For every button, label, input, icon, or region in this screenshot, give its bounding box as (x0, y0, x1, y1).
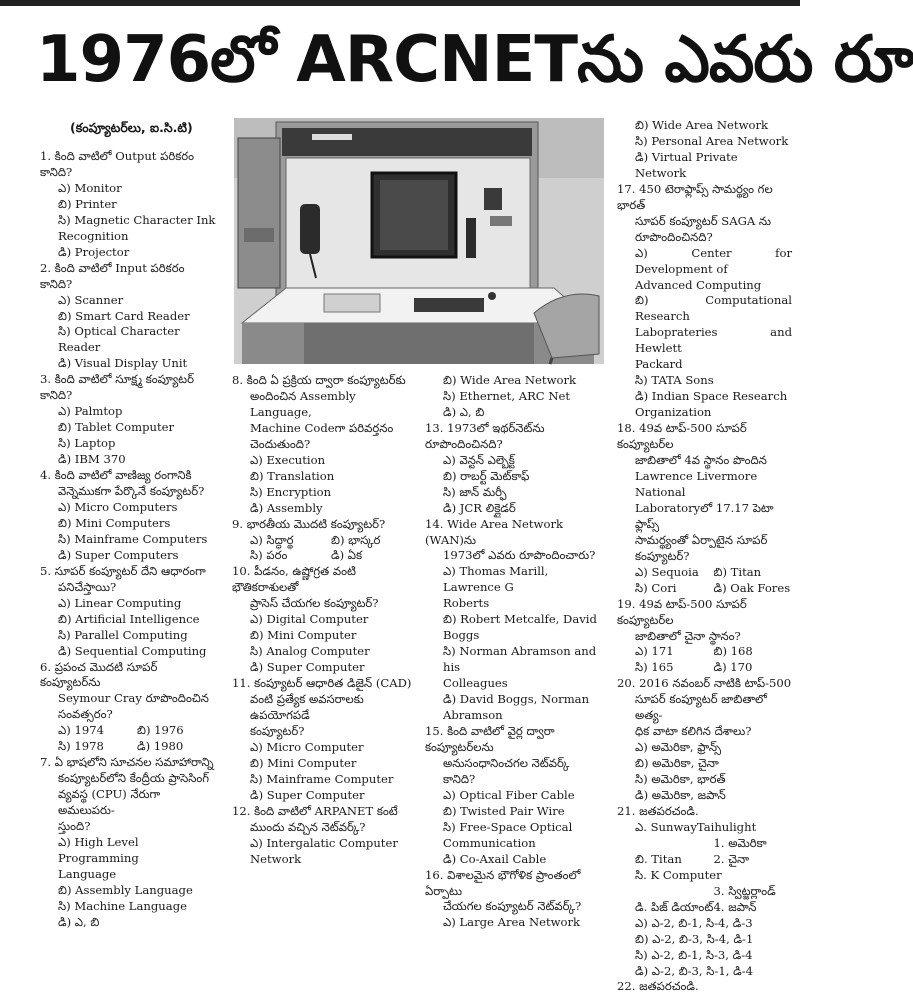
option-line: సి) Ethernet, ARC Net (443, 388, 571, 403)
option-line: బి) Printer (58, 196, 117, 211)
option-line: ఎ) Large Area Network (443, 915, 581, 930)
option-line: సి) Optical Character Reader (58, 324, 180, 355)
option-line: బి) Mini Computer (250, 628, 357, 643)
option-line: పనిచేస్తాయి? (58, 579, 117, 594)
option-line: బి) Twisted Pair Wire (443, 803, 565, 818)
option-line: Abramson (443, 708, 503, 723)
question-line: 10. పీడనం, ఉష్ణోగ్రత వంటి భౌతికరాశులతో (232, 564, 356, 595)
option-line: ఎ) Scanner (58, 292, 124, 307)
option-line: జాబితాలో చైనా స్థానం? (635, 628, 741, 643)
option-line: డి) Super Computer (250, 660, 365, 675)
option-line: డి) IBM 370 (58, 452, 126, 467)
option-line: సి) Analog Computer (250, 644, 370, 659)
option-line: Recognition (58, 228, 129, 243)
option-line: డి) Assembly (250, 500, 323, 515)
option-line: ఎ. SunwayTaihulight (635, 819, 757, 834)
option-line: సి) Magnetic Character Ink (58, 212, 216, 227)
option-pair (617, 836, 792, 852)
option-line: బి) Tablet Computer (58, 420, 175, 435)
option-line: బి) Robert Metcalfe, David (443, 612, 597, 627)
option-line: బి) Artificial Intelligence (58, 611, 200, 626)
page-headline: 1976లో ARCNETను ఎవరు రూ (36, 23, 913, 97)
option-line: బి) Mini Computer (250, 755, 357, 770)
option-line: సి) అమెరికా, భారత్ (635, 772, 726, 787)
option-line: వ్యవస్థ (CPU) నేరుగా అమలుపరు- (58, 787, 161, 818)
option-line: బి) రాబర్ట్ మెట్‌కాఫ్ (443, 468, 530, 483)
option-text: బి. Titan (635, 851, 682, 866)
option-line: డి) David Boggs, Norman (443, 692, 590, 707)
option-text: బి) భాస్కర (331, 532, 381, 547)
option-line: ధిక వాటా కలిగిన దేశాలు? (635, 724, 752, 739)
option-line: డి) ఎ, బి (443, 404, 485, 419)
option-line: 1973లో ఎవరు రూపొందించారు? (443, 548, 596, 563)
option-line: చెందుతుంది? (250, 436, 311, 451)
question-line: 14. Wide Area Network (WAN)ను (425, 516, 564, 547)
option-line: Laboratoryలో 17.17 పెటా ఫ్లాప్స్ (635, 500, 774, 531)
option-line: డి) Projector (58, 244, 130, 259)
option-line: సామర్థ్యంతో ఏర్పాటైన సూపర్ కంప్యూటర్? (635, 532, 768, 563)
option-line: బి) Wide Area Network (635, 118, 769, 132)
question-line: 18. 49వ టాప్-500 సూపర్ కంప్యూటర్‌ల (617, 421, 747, 452)
question-line: 8. కింది ఏ ప్రక్రియ ద్వారా కంప్యూటర్‌కు (232, 373, 406, 387)
option-line: డి) ఎ, బి (58, 914, 100, 929)
question-line: 21. జతపరచండి. (617, 803, 699, 818)
option-line: Boggs (443, 628, 480, 643)
option-text: డి) ఏక (331, 548, 363, 563)
option-text: సి) పరం (250, 548, 288, 563)
option-pair (617, 852, 792, 868)
option-line: వంటి ప్రత్యేక అవసరాలకు ఉపయోగపడే (250, 692, 364, 723)
option-line: Laboprateries and Hewlett (635, 325, 792, 356)
option-line: Packard (635, 357, 683, 372)
question-line: 4. కింది వాటిలో వాణిజ్య రంగానికి (40, 468, 192, 483)
option-line: సంవత్సరం? (58, 707, 113, 722)
option-line: ఎ) Digital Computer (250, 612, 369, 627)
option-line: స్తుంది? (58, 819, 91, 834)
option-line: బి) అమెరికా, చైనా (635, 756, 719, 771)
option-line: సి) Mainframe Computer (250, 771, 394, 786)
option-pair (617, 581, 792, 597)
option-text: 4. జపాన్ (713, 899, 757, 914)
option-line: ఎ) ఎ-2, బి-1, సి-4, డి-3 (635, 915, 753, 930)
option-line: Communication (443, 835, 536, 850)
option-pair (40, 739, 216, 755)
option-line: Roberts (443, 596, 490, 611)
option-text: ఎ) 1974 (58, 723, 104, 738)
option-line: ఎ) High Level Programming (58, 834, 139, 865)
option-line: ఎ) Linear Computing (58, 595, 182, 610)
option-line: సి) ఎ-2, బి-1, సి-3, డి-4 (635, 947, 753, 962)
option-line: ఎ) Center for Development of (635, 245, 792, 276)
option-line: డి) Indian Space Research (635, 389, 788, 404)
option-line: డి) Super Computers (58, 547, 179, 562)
option-text: 2. చైనా (713, 851, 750, 866)
top-rule (0, 0, 800, 6)
option-text: ఎ) సిద్ధార్థ (250, 532, 294, 547)
question-line: 9. భారతీయ మొదటి కంప్యూటర్? (232, 516, 386, 531)
option-text: డి) 1980 (137, 739, 184, 754)
option-line: సి) Personal Area Network (635, 133, 789, 148)
option-line: Advanced Computing (635, 277, 762, 292)
option-pair (617, 644, 792, 660)
option-line: సి) Norman Abramson and his (443, 644, 597, 675)
option-line: డి) Super Computer (250, 787, 365, 802)
question-line: 16. విశాలమైన భౌగోళిక ప్రాంతంలో ఏర్పాటు (425, 867, 581, 898)
option-line: బి) Smart Card Reader (58, 308, 190, 323)
question-line: 20. 2016 నవంబర్ నాటికి టాప్-500 (617, 676, 792, 691)
option-line: ముందు వచ్చిన నెట్‌వర్క్? (250, 819, 366, 834)
option-line: రూపొందించినది? (635, 229, 713, 244)
question-line: 3. కింది వాటిలో సూక్ష్మ కంప్యూటర్ కానిది? (40, 372, 194, 403)
column-4 (617, 118, 792, 995)
option-text: సి) Cori (635, 580, 677, 595)
option-text: బి) 1976 (137, 723, 184, 738)
column-3 (425, 373, 603, 931)
question-line: 5. సూపర్ కంప్యూటర్ దేని ఆధారంగా (40, 563, 206, 578)
option-line: డి) Co-Axail Cable (443, 851, 547, 866)
column-1 (40, 149, 216, 931)
option-line: సి) Machine Language (58, 898, 187, 913)
question-line: 15. కింది వాటిలో వైర్ల ద్వారా కంప్యూటర్‌లను (425, 723, 555, 754)
question-line: 2. కింది వాటిలో Input పరికరం కానిది? (40, 260, 185, 291)
option-line: సి) Encryption (250, 484, 332, 499)
option-line: బి) Assembly Language (58, 882, 193, 897)
option-line: ఎ) Monitor (58, 180, 122, 195)
option-line: వెన్నెముకగా పేర్కొనే కంప్యూటర్? (58, 484, 205, 499)
option-text: బి) 168 (713, 644, 753, 659)
option-pair (232, 548, 412, 564)
option-line: Seymour Cray రూపొందించిన (58, 691, 209, 706)
question-line: 7. ఏ భాషలోని సూచనల సమాహారాన్ని (40, 755, 214, 770)
option-line: చేయగల కంప్యూటర్ నెట్‌వర్క్? (443, 899, 582, 914)
option-line: డి) Sequential Computing (58, 643, 207, 658)
option-text: డి. పిజ్ డియాంట్ (635, 899, 714, 914)
option-text: 1. అమెరికా (713, 835, 767, 850)
option-line: ఎ) Thomas Marill, Lawrence G (443, 564, 549, 595)
option-text: సి) 1978 (58, 739, 104, 754)
option-line: సి) Parallel Computing (58, 627, 188, 642)
option-line: ప్రాసెస్ చేయగల కంప్యూటర్? (250, 596, 379, 611)
option-line: అనుసంధానించగల నెట్‌వర్క్ కానిది? (443, 755, 570, 786)
option-line: సి) TATA Sons (635, 373, 714, 388)
question-line: 11. కంప్యూటర్ ఆధారిత డిజైన్ (CAD) (232, 676, 412, 691)
option-line: ఎ) అమెరికా, ఫ్రాన్స్ (635, 740, 722, 755)
option-line: డి) Virtual Private Network (635, 149, 738, 180)
option-pair (617, 660, 792, 676)
question-line: 19. 49వ టాప్-500 సూపర్ కంప్యూటర్‌ల (617, 596, 747, 627)
option-line: బి) Wide Area Network (443, 373, 577, 387)
option-line: ఎ) Execution (250, 452, 326, 467)
column-2 (232, 373, 412, 868)
option-line: బి) Mini Computers (58, 515, 171, 530)
option-line: Network (250, 851, 302, 866)
option-line: Language (58, 866, 117, 881)
option-text: 3. స్విట్జర్లాండ్ (713, 883, 776, 898)
question-line: 6. ప్రపంచ మొదటి సూపర్ కంప్యూటర్‌ను (40, 659, 158, 690)
option-text (635, 884, 714, 900)
option-text: ఎ) Sequoia (635, 564, 699, 579)
option-line: బి) Computational Research (635, 293, 792, 324)
option-line: సి) జాన్ మర్ఫీ (443, 484, 507, 499)
option-line: Lawrence Livermore National (635, 468, 758, 499)
option-line: Machine Codeగా పరివర్తనం (250, 420, 394, 435)
option-line: Colleagues (443, 676, 508, 691)
option-pair (232, 533, 412, 549)
question-line: 1. కింది వాటిలో Output పరికరం కానిది? (40, 149, 195, 179)
option-line: బి) Translation (250, 468, 335, 483)
option-line: కంప్యూటర్‌లోని కేంద్రీయ ప్రాసెసింగ్ (58, 771, 210, 786)
option-line: డి) JCR లిక్లైడర్ (443, 500, 516, 515)
option-pair (617, 565, 792, 581)
option-line: ఎ) Micro Computer (250, 739, 364, 754)
option-text: డి) 170 (713, 660, 753, 675)
option-line: జాబితాలో 4వ స్థానం పొందిన (635, 453, 767, 468)
option-line: ఎ) Optical Fiber Cable (443, 787, 575, 802)
option-line: ఎ) Intergalatic Computer (250, 835, 398, 850)
option-line: బి) ఎ-2, బి-3, సి-4, డి-1 (635, 931, 754, 946)
question-line: 22. జతపరచండి. (617, 979, 699, 994)
option-line: Organization (635, 405, 712, 420)
option-line: డి) ఎ-2, బి-3, సి-1, డి-4 (635, 963, 753, 978)
computer-terminal-illustration (234, 118, 604, 364)
option-text: సి) 165 (635, 660, 674, 675)
option-line: సూపర్ కంప్యూటర్ జాబితాలో అత్య- (635, 692, 767, 723)
option-line: ఎ) Micro Computers (58, 499, 178, 514)
option-text: డి) Oak Fores (713, 580, 791, 595)
question-line: 13. 1973లో ఇథర్‌నెట్‌ను రూపొందించినది? (425, 420, 545, 451)
option-pair (617, 900, 792, 916)
option-text: ఎ) 171 (635, 644, 674, 659)
question-line: 12. కింది వాటిలో ARPANET కంటే (232, 803, 398, 818)
option-line: సి. K Computer (635, 867, 722, 882)
option-pair (40, 723, 216, 739)
option-line: సి) Free-Space Optical (443, 819, 573, 834)
option-text (635, 836, 714, 852)
option-line: ఎ) Palmtop (58, 404, 123, 419)
question-line: 17. 450 టెరాఫ్లాప్స్ సామర్థ్యం గల భారత్ (617, 181, 773, 212)
option-line: డి) Visual Display Unit (58, 356, 188, 371)
option-line: సి) Laptop (58, 436, 116, 451)
section-label: (కంప్యూటర్‌లు, ఐ.సి.టి) (70, 120, 193, 135)
option-line: సూపర్ కంప్యూటర్ SAGA ను (635, 213, 772, 228)
option-line: ఎ) వెన్టన్ ఎల్బెక్ట్ (443, 452, 515, 467)
option-line: సి) Mainframe Computers (58, 531, 208, 546)
option-pair (617, 884, 792, 900)
option-line: డి) అమెరికా, జపాన్ (635, 788, 726, 803)
option-text: బి) Titan (713, 564, 762, 579)
computer-terminal-photo (234, 118, 604, 364)
option-line: కంప్యూటర్? (250, 723, 305, 738)
option-line: అందించిన Assembly Language, (250, 388, 356, 419)
